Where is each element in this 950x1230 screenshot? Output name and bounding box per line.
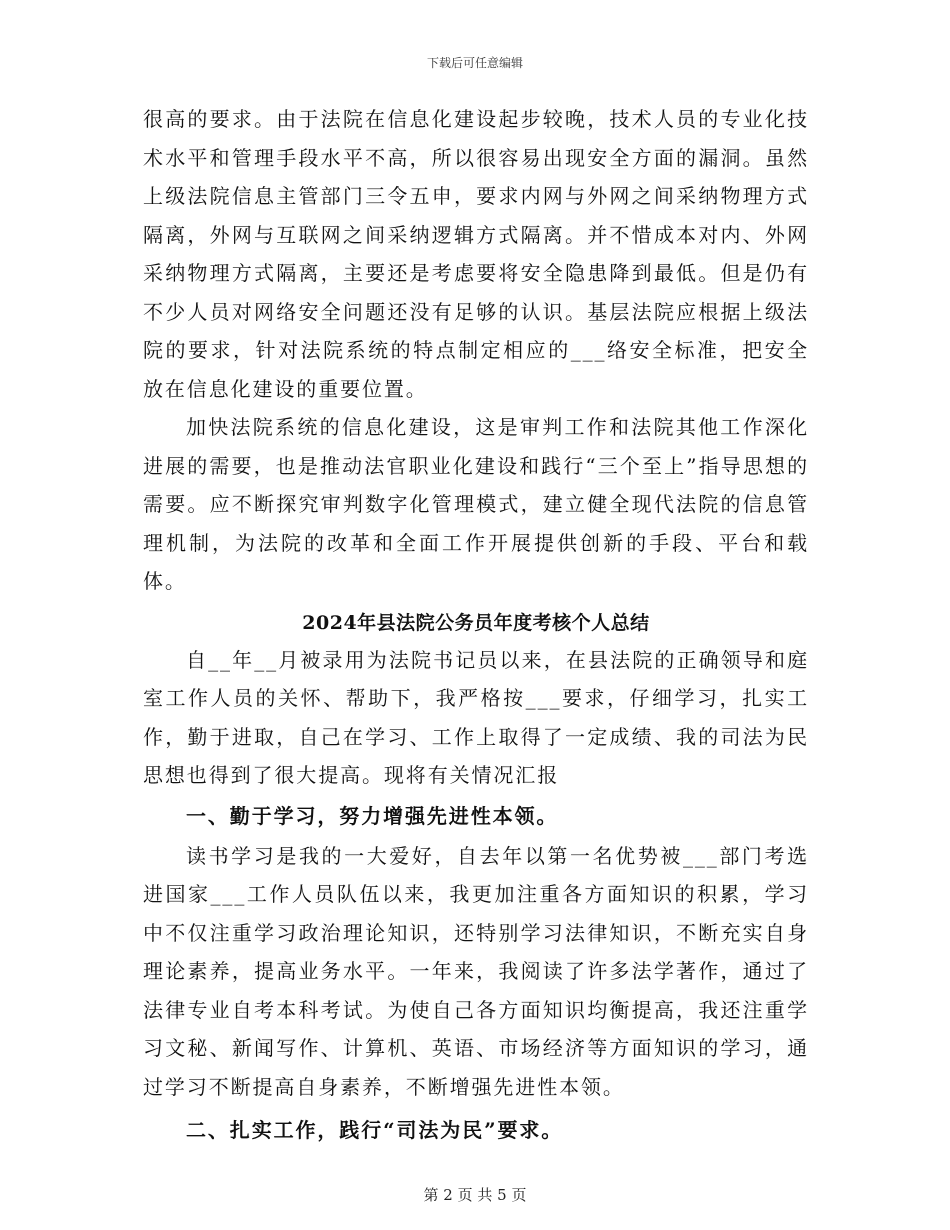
paragraph-network-security: 很高的要求。由于法院在信息化建设起步较晚，技术人员的专业化技术水平和管理手段水平不高，所以很容易出现安全方面的漏洞。虽然上级法院信息主管部门三令五申，要求内网与外网之间采纳物理方式隔离，外网与互联网之间采纳逻辑方式隔离。并不惜成本对内、外网采纳物理方式隔离，主要还是考虑要将安全隐患降到最低。但是仍有不少人员对网络安全问题还没有足够的认识。基层法院应根据上级法院的要求，针对法院系统的特点制定相应的___络安全标准，把安全放在信息化建设的重要位置。: [143, 107, 809, 401]
section-heading-work: 二、扎实工作，践行“司法为民”要求。: [186, 1118, 564, 1142]
document-title: 2024年县法院公务员年度考核个人总结: [302, 611, 650, 634]
document-body: [143, 100, 809, 1154]
paragraph-intro: 自__年__月被录用为法院书记员以来，在县法院的正确领导和庭室工作人员的关怀、帮助下，我严格按___要求，仔细学习，扎实工作，勤于进取，自己在学习、工作上取得了一定成绩、我的司法为民思想也得到了很大提高。现将有关情况汇报: [143, 647, 809, 787]
page-number: 第 2 页 共 5 页: [423, 1186, 527, 1204]
page-header: 下载后可任意编辑: [426, 56, 523, 70]
section-heading-study: 一、勤于学习，努力增强先进性本领。: [186, 803, 559, 828]
paragraph-study: 读书学习是我的一大爱好，自去年以第一名优势被___部门考选进国家___工作人员队伍以来，我更加注重各方面知识的积累，学习中不仅注重学习政治理论知识，还特别学习法律知识，不断充实自身理论素养，提高业务水平。一年来，我阅读了许多法学著作，通过了法律专业自考本科考试。为使自己各方面知识均衡提高，我还注重学习文秘、新闻写作、计算机、英语、市场经济等方面知识的学习，通过学习不断提高自身素养，不断增强先进性本领。: [143, 843, 809, 1099]
paragraph-informatization: 加快法院系统的信息化建设，这是审判工作和法院其他工作深化进展的需要，也是推动法官职业化建设和践行“三个至上”指导思想的需要。应不断探究审判数字化管理模式，建立健全现代法院的信息管理机制，为法院的改革和全面工作开展提供创新的手段、平台和载体。: [143, 415, 809, 593]
